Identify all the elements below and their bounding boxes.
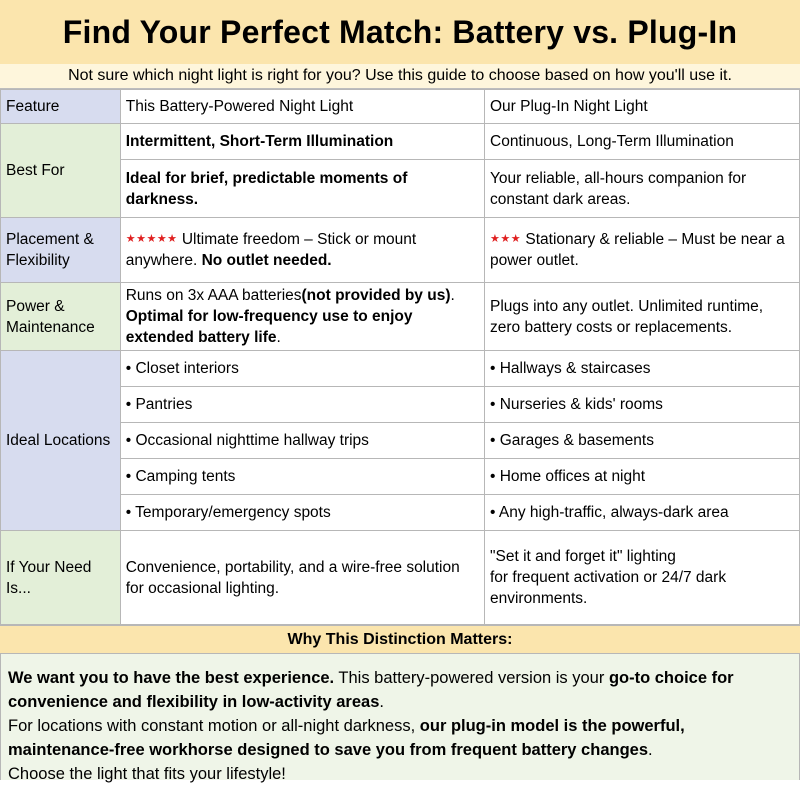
- best-for-plugin-1: Continuous, Long-Term Illumination: [485, 124, 800, 160]
- best-for-row-1: [1, 124, 800, 160]
- why-paragraph-1: [8, 666, 792, 714]
- header-plugin: Our Plug-In Night Light: [485, 90, 800, 124]
- need-plugin-line-1: "Set it and forget it" lighting: [490, 548, 676, 565]
- location-battery-item: • Camping tents: [120, 459, 484, 495]
- locations-row: [1, 423, 800, 459]
- locations-row: [1, 495, 800, 531]
- placement-plugin: [485, 218, 800, 283]
- need-plugin: [485, 531, 800, 625]
- location-plugin-item: • Any high-traffic, always-dark area: [485, 495, 800, 531]
- location-battery-item: • Occasional nighttime hallway trips: [120, 423, 484, 459]
- power-battery-dot: .: [450, 287, 455, 304]
- power-battery: [120, 283, 484, 351]
- need-label: If Your Need Is...: [1, 531, 121, 625]
- why-p1-bold-2: go-to choice for convenience and flexibility in low-activity areas: [8, 669, 734, 711]
- power-battery-text: Runs on 3x AAA batteries: [125, 287, 302, 304]
- best-for-plugin-2: Your reliable, all-hours companion for constant dark areas.: [485, 160, 800, 218]
- why-paragraph-3: Choose the light that fits your lifestyle!: [8, 765, 286, 783]
- location-plugin-item: • Home offices at night: [485, 459, 800, 495]
- locations-label: Ideal Locations: [1, 351, 121, 531]
- placement-label: Placement & Flexibility: [1, 218, 121, 283]
- power-battery-bold-1: (not provided by us): [301, 287, 451, 304]
- placement-battery-bold: No outlet needed.: [201, 252, 332, 269]
- placement-battery-text: Ultimate freedom – Stick or mount anywhere.: [125, 231, 417, 269]
- star-rating-icon: ★★★★★: [125, 233, 178, 245]
- power-battery-bold-2: Optimal for low-frequency use to enjoy extended battery life: [125, 308, 413, 346]
- location-battery-item: • Pantries: [120, 387, 484, 423]
- locations-row: [1, 351, 800, 387]
- why-heading: Why This Distinction Matters:: [0, 625, 800, 654]
- header-feature: Feature: [1, 90, 121, 124]
- power-row: [1, 283, 800, 351]
- why-p2-bold: our plug-in model is the powerful, maintenance-free workhorse designed to save you from frequent battery changes: [8, 717, 685, 759]
- location-plugin-item: • Garages & basements: [485, 423, 800, 459]
- why-paragraph-2: [8, 714, 792, 762]
- location-battery-item: • Temporary/emergency spots: [120, 495, 484, 531]
- locations-row: [1, 387, 800, 423]
- star-rating-icon: ★★★: [490, 233, 522, 245]
- power-label: Power & Maintenance: [1, 283, 121, 351]
- page-title: Find Your Perfect Match: Battery vs. Plug-In: [0, 0, 800, 64]
- why-p2-text: For locations with constant motion or all-night darkness,: [8, 717, 420, 735]
- why-p1-bold: We want you to have the best experience.: [8, 669, 335, 687]
- comparison-table: [0, 89, 800, 625]
- need-battery: Convenience, portability, and a wire-free solution for occasional lighting.: [120, 531, 484, 625]
- header-row: [1, 90, 800, 124]
- best-for-battery-1: Intermittent, Short-Term Illumination: [120, 124, 484, 160]
- header-battery: This Battery-Powered Night Light: [120, 90, 484, 124]
- best-for-battery-2: Ideal for brief, predictable moments of darkness.: [120, 160, 484, 218]
- placement-row: [1, 218, 800, 283]
- power-plugin: Plugs into any outlet. Unlimited runtime, zero battery costs or replacements.: [485, 283, 800, 351]
- need-row: [1, 531, 800, 625]
- locations-row: [1, 459, 800, 495]
- page-subtitle: Not sure which night light is right for you? Use this guide to choose based on how you'll use it.: [0, 64, 800, 89]
- why-body: [0, 654, 800, 783]
- location-battery-item: • Closet interiors: [120, 351, 484, 387]
- location-plugin-item: • Nurseries & kids' rooms: [485, 387, 800, 423]
- best-for-label: Best For: [1, 124, 121, 218]
- power-battery-end: .: [276, 329, 281, 346]
- need-plugin-line-2: for frequent activation or 24/7 dark environments.: [490, 569, 727, 607]
- why-p2-end: .: [648, 741, 653, 759]
- placement-battery: [120, 218, 484, 283]
- best-for-row-2: [1, 160, 800, 218]
- placement-plugin-text: Stationary & reliable – Must be near a power outlet.: [490, 231, 785, 269]
- why-p1-text: This battery-powered version is your: [334, 669, 609, 687]
- why-p1-end: .: [379, 693, 384, 711]
- location-plugin-item: • Hallways & staircases: [485, 351, 800, 387]
